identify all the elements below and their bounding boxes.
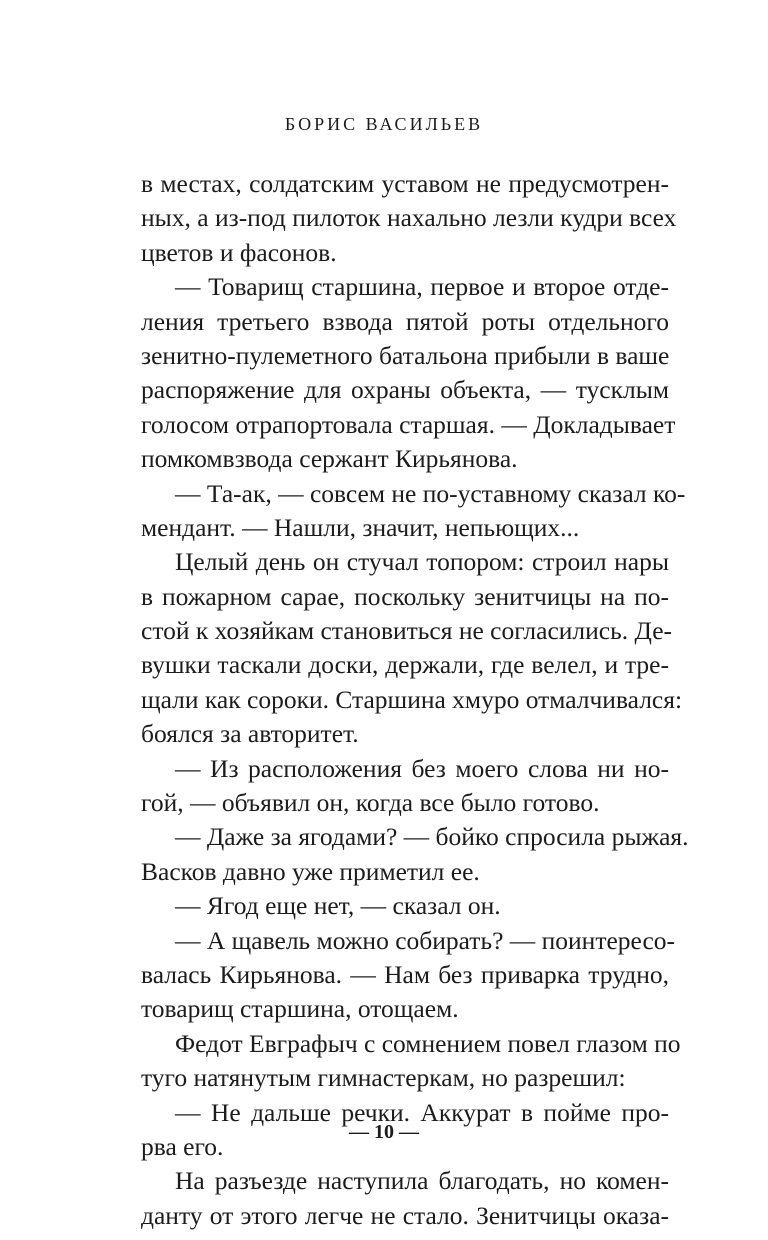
text-line: данту от этого легче не стало. Зенитчицы оказа- [141,1200,669,1230]
text-line: — Та-ак, — совсем не по-уставному сказал ко- [175,478,686,508]
text-line: в пожарном сарае, поскольку зенитчицы на по- [141,581,669,611]
text-line: гой, — объявил он, когда все было готово. [141,788,600,818]
text-line: — Даже за ягодами? — бойко спросила рыжая. [175,822,689,852]
running-head: БОРИС ВАСИЛЬЕВ [284,114,484,134]
text-line: Целый день он стучал топором: строил нары [175,547,669,577]
text-line: зенитно-пулеметного батальона прибыли в ваше [141,340,670,370]
text-line: щали как сороки. Старшина хмуро отмалчивался: [141,684,683,714]
text-line: туго натянутым гимнастеркам, но разрешил: [141,1063,626,1093]
text-line: ных, а из-под пилоток нахально лезли кудри всех [141,203,677,233]
page-number: — 10 — [349,1121,419,1143]
text-line: вушки таскали доски, держали, где велел, и тре- [141,650,669,680]
text-line: стой к хозяйкам становиться не согласились. Де- [141,616,673,646]
text-line: помкомвзвода сержант Кирьянова. [141,444,518,474]
text-line: На разъезде наступила благодать, но комен- [175,1166,669,1196]
text-line: рва его. [141,1131,224,1161]
text-line: мендант. — Нашли, значит, непьющих... [141,512,580,542]
text-line: Васков давно уже приметил ее. [141,856,480,886]
text-line: Федот Евграфыч с сомнением повел глазом по [175,1028,681,1058]
text-line: валась Кирьянова. — Нам без приварка трудно, [141,959,669,989]
text-line: распоряжение для охраны объекта, — тусклым [141,375,669,405]
text-line: голосом отрапортовала старшая. — Докладывает [141,409,676,439]
text-line: — Из расположения без моего слова ни но- [175,753,669,783]
text-line: — Товарищ старшина, первое и второе отде- [175,272,669,302]
text-line: боялся за авторитет. [141,719,359,749]
text-line: цветов и фасонов. [141,237,337,267]
text-line: — Не дальше речки. Аккурат в пойме про- [175,1097,669,1127]
text-line: ления третьего взвода пятой роты отдельного [141,306,669,336]
text-line: в местах, солдатским уставом не предусмотрен- [141,169,669,198]
text-line: — А щавель можно собирать? — поинтересо- [175,925,676,955]
text-line: — Ягод еще нет, — сказал он. [175,891,501,921]
text-line: товарищ старшина, отощаем. [141,994,459,1024]
body-text [141,167,689,1233]
